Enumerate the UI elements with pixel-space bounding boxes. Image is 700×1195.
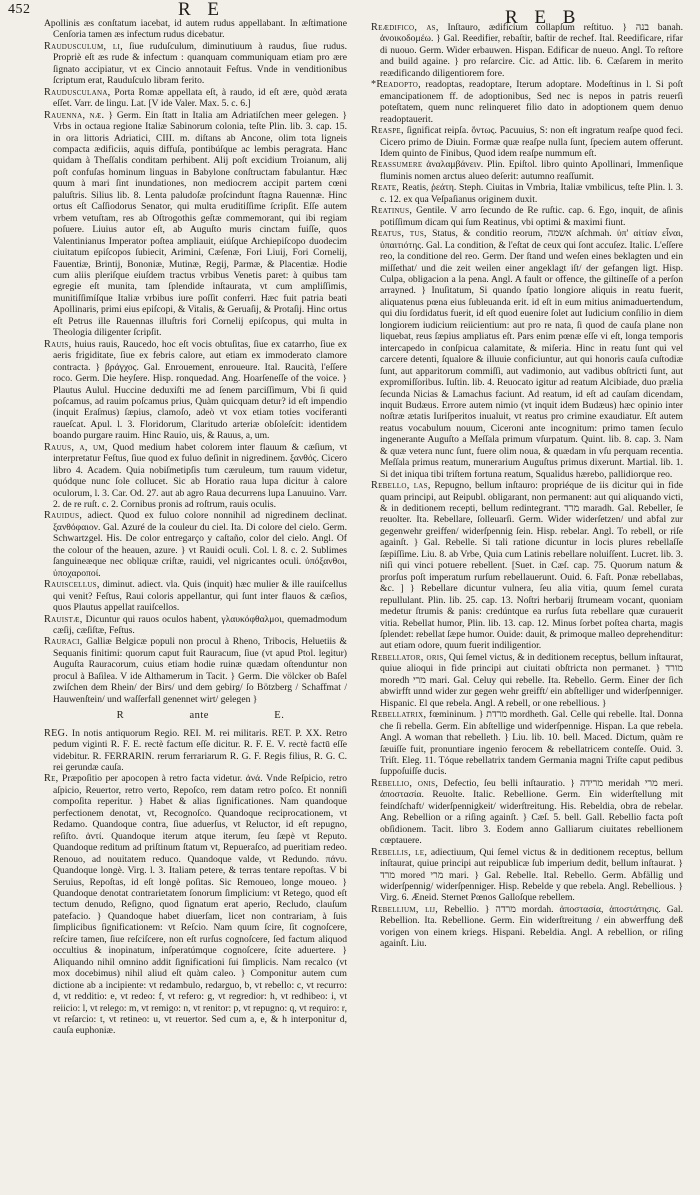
entry-rebellator [371, 652, 683, 709]
definition: Inſtauro, ædificium collapſum reſtituo. } בנה banah. ἀνοικοδομέω. } Gal. Reedifier, rebaſtir, baſtir de rechef. Ital. Reedificare, rifar di nuouo. Germ. Wider erbauwen. Hispan. Edificar de nueuo. Angl. To reſtore and build againe. } pro reſarcire. Cic. ad Attic. lib. 6. Cæſarem in merito reædificando diligentiorem fore. [380, 22, 683, 79]
headword: Rauduſculana, [44, 86, 111, 98]
headword: Reatinus, [371, 205, 413, 217]
entry-readopto [371, 79, 683, 125]
section-letter-r: R [116, 710, 125, 722]
running-head-left: R E [178, 0, 226, 20]
definition: ſignificat reipſa. ὄντως. Pacuuius, S: non eſt ingratum reaſpe quod feci. Cicero primo de Diuin. Formæ quæ reaſpe nulla ſunt, ſpeciem autem offerunt. Idem quinto de Finibus, Quod idem reaſpe nummum eſt. [380, 125, 683, 159]
headword: Rebello, las, [371, 480, 431, 492]
headword: Rauidus, [44, 510, 83, 522]
definition: Galliæ Belgicæ populi non procul à Rheno, Tribocis, Heluetiis & Sequanis finitimi: quorum caput fuit Rauracum, ſiue (vt apud Ptol. legitur) Auguſta Rauracorum, cuius etiam hodie ruinæ quædam oſtenduntur non procul à Baſilea. V ide Althamerum in Tacit. } Germ. Die völcker ob Baſel zwiſchen dem Rhein/ der Birs/ und dem gebirg/ ſo Bötzberg / Schaffmat / Hauwenſtein/ und waſſerfall genennet wirt/ gelegen } [53, 636, 347, 705]
definition: Rebellio. } מרדה mordah. ἀποστασία, ἀποστάτησις. Gal. Rebellion. Ita. Rebellione. Germ. Ein widerſtreitung / ein abwerffung deß vorigen von einem kriegs. Hispani. Rebeldia. Angl. A rebellion, or riſing againſt. Liu. [380, 903, 683, 950]
section-heading-r-ante-e [44, 705, 347, 727]
section-word-ante: ante [189, 710, 209, 722]
entry-continuation [44, 18, 347, 41]
definition: Quod medium habet colorem inter flauum & cæſium, vt interpretatur Feſtus, ſiue quod ex fuluo deſinit in nigredinem. ξανθός. Cicero libro 4. Academ. Quia nobiſmetipſis tum cæruleum, tum rauum videtur, quódque nunc ſole collucet. Sic ab Horatio raua lupa dicitur à calore oculorum, l. 3. Car. Od. 27. aut ab agro Raua decurrens lupa Lanuuino. Varr. 2. de re ruſt. c. 2. Cornibus pronis ad roſtrum, rauis oculis. [53, 441, 347, 511]
definition: In notis antiquorum Regio. REI. M. rei militaris. RET. P. XX. Retro pedum viginti R. F. E. rectè factum eſſe dicitur. R. F. E. V. rectè factū eſſe videbitur. R. FERRARIN. rerum ferrariarum R. G. F. Regis filius, R. G. C. rei gerundæ cauſa. [53, 727, 347, 773]
headword: Rauiſtæ, [44, 613, 83, 625]
definition: } Germ. Ein ſtatt in Italia am Adriatiſchen meer gelegen. } Vrbs in octaua regione Italiæ Sabinorum colonia, teſte Plin. lib. 3. cap. 15. in ora littoris Adriatici, CIII. m. diſtans ab Ancone, olim tota ligneis compacta ædificiis, aquis diffuſa, pontibúſque ac lembis peragrata. Hanc quidam à Theſſalis conditam perhibent. Alij poſt excidium Troianum, alij poſt confuſas hominum linguas in Babylone conſtructam fabulantur. Hæc quum à mari ſint inundationes, non mediocrem accipit partem cœni paluſtris. Silius lib. 8. Lenta paludoſæ proſcindunt ſtagna Rauennæ. Hinc ortus eſt Caſſiodorus Senator, qui multa eruditiſſime ſcripſit. Eſſe autem vrbem vetuſtam, res ab Oſtrogothis geſtæ commemorant, qui ibi regiam poſuere. Liuius autor eſt, ab Auguſto muris cinctam fuiſſe, quos Valentinianus Imperator poſtea ampliauit, eiúſque Archiepiſcopo duodecim ciuitatum epiſcopos ſubiecit, Arimini, Cæſenæ, Fori Liuij, Fori Cornelij, Fauentiæ, Brintij, Bononiæ, Mutinæ, Regij, Parmæ, & Placentiæ. Hodie cum aliis pleriſque eiuſdem tractus vrbibus Venetis paret: à quibus tam egregie eſt munita, tam ſplendide inſtaurata, vt cum ampliſſimis, munitiſſimíſque Italiæ vrbibus iure poſſit conferri. Hæc fuit patria beati Apollinaris, primi eius epiſcopi, & Vitalis, & Geruaſij, & Protaſij. Hinc ortus eſt Petrus ille Rauennas illuſtris fori Cornelij epiſcopus, qui multa in Theologia diligenter ſcripſit. [53, 109, 347, 339]
definition: adiectiuum, Qui ſemel victus & in deditionem receptus, bellum inſtaurat, quiue principi aut reipublicæ ſub imperium dedit, bellum inſtaurat. } מרד mored מרי mari. } Gal. Rebelle. Ital. Rebello. Germ. Abfällig und widerſpennig/ widerſpenniger. Hisp. Rebelde y que rebela. Angl. Rebellious. } Virg. 6. Æneid. Sternet Pœnos Galloſque rebellem. [380, 846, 683, 904]
headword: Rebellatrix, [371, 709, 427, 721]
definition: diminut. adiect. vla. Quis (inquit) hæc mulier & ille rauiſcellus qui venit? Feſtus, Raui coloris appellantur, qui ſunt inter flauos & cæſios, quos Plautus appellat rauiſcellos. [53, 579, 347, 614]
definition: Defectio, ſeu belli inſtauratio. } מרידה meridah מרי meri. ἀποστασία. Reuolte. Italic. Rebellione. Germ. Ein widerſtellung mit feindſchaft/ widerſpennigkeit/ widerſtreitung. His. Rebeldia, obra de rebelar. Ang. Rebellion or a riſing againſt. } Cæſ. 5. bell. Gall. Rebellio facta poſt obſidionem. Tacit. libro 3. Eodem anno Galliarum ciuitates rebellionem cœptauere. [380, 777, 683, 847]
headword: Reaſpe, [371, 125, 404, 137]
definition: Repugno, bellum inſtauro: propriéque de iis dicitur qui in fide quam principi, aut Reipubl. obligarant, non permanent: aut qui aliquando victi, & in deditionem recepti, bellum redintegrant. מרד maradh. Gal. Rebeller, ſe reuolter. Ita. Rebellare, ſolleuarſi. Germ. Wider widerſetzen/ und abfal zur gegenwehr greiffen/ widerſpennig ſein. Hisp. rebelar. Angl. To rebell, or riſe againſt. } Gal. Rebelle. Si tali ratione dicuntur in locis plures rebellaſſe ſæpiſſime. Liu. 8. ab Vrbe, Quia cum Latinis rebellare noluiſſent. Lucret. lib. 3. niſi qui vinci potuere rebellent. [Suet. in Cæſ. cap. 75. Quorum natum & prorſus poſt imperatum rurſum rebellauerunt. Ouid. 6. Faſt. Ponæ rebellabas, &c. ] } Rebellare dicuntur vulnera, ſeu alia vitia, quum ſemel curata repullulant. Plin. lib. 25. cap. 13. Noſtri herbarij ſtrumeam vocant, quoniam medetur ſtrumis & panis: credúntque ea rurſus ſuta rebellare quæ curauerit vitia. Rebellat humor, Plin. lib. 13. cap. 12. Minus ſorbet poſtea charta, magis ſplendet: rebellat ſæpe humor. Ouide: dauit, & primoque malleo deprehenditur: aut etiam odore, quum fuerit indiligentior. [380, 480, 683, 652]
headword: Rauus, a, um, [44, 441, 108, 453]
definition: Status, & conditio reorum, אשמה aſchmah. ὑπ' αἰτίαν εἶναι, ὑπαιτιότης. Gal. La condition, & l'eſtat de ceux qui ſont accuſez. Italic. L'eſſere reo, la conditione del reo. Germ. Der ſtand und weſen eines beklagten und ein miſſethat/ und die zeit weilen einer angeklagt iſt/ der gefangen ligt. Hisp. Culpa, obligacion a la pena. Angl. A fault or offence, the giltineſſe of a perſon arrayned. } Inuſitatum, Si quando ſpatio longiore aliquis in reatu fuerit, aliquatenus pœna eius ſubleuanda erit. id eſt in eum mitius animaduertendum, qui diu ſordidatus fuerit, id eſt quod euenire ſolet aut Iudicium conſilio in diem longiorem iudicium reiicientium: aut pro re nata, ſi quod de cauſa plane non liquebat, reus ſæpius ampliatus eſt. Pars enim pœnæ eſſe vi eſt, longa temporis intercapedo in conſpicua calamitate, & miſeria. Hinc in reatu ſunt qui vel carcere detenti, ſqualore & illuuie conficiuntur, aut qui honoris cauſa cuſtodiæ ſunt, aut apparitorum commiſſi, aut vadimonio, aut vadibus obſtricti ſunt, aut expromiſſoribus. Iuſtin. lib. 4. Reuocato igitur ad reatum Alcibiade, duo prælia ſecunda Nicias & Lamachus faciunt. Ad reatum, id eſt ad cauſam dicendam, inquit Budæus. Errore autem nimio (vt inquit idem Budæus) hæc opinio inter noſtræ ætatis Iuriſperitos inualuit, vt reatus pro crimine exaudiatur. Eſt autem reatus vocabulum nouum, Ciceroni ante incognitum: primo tamen ſeculo ingenerante Auguſto a Meſſala primum vſurpatum. Quint. lib. 8. cap. 3. Nam & quæ vetera nunc ſunt, fuere olim noua, & quædam in vſu perquam recentia. Meſſala primus reatum, munerarium Auguſtus primus dixerunt. Martial. lib. 1. Si det iniqua tibi triſtem fortuna reatum, Squalidus hærebo, pallidiorque reo. [380, 228, 683, 480]
headword: Rauduſculum, li, [44, 40, 123, 52]
entry-reaspe [371, 125, 683, 159]
left-column [44, 18, 347, 1190]
definition: fœmininum. } מרדת mordheth. Gal. Celle qui rebelle. Ital. Donna che ſi rebella. Germ. Ein abſtellige und widerſpennige. Hispan. La que rebela. Angl. A woman that rebelleth. } Liu. lib. 10. bell. Maced. Dictum, quàm re ſæuiſſe fuit, pronuntiare ingenio ferocem & rebellatricem conteſſe. Ouid. 3. Triſt. Eleg. 11. Tóque rebellatrix tandem Germania magni Triſte caput pedibus ſuppoſuiſſe ducis. [380, 709, 683, 778]
headword: REG. [44, 727, 69, 739]
definition: huius rauis, Raucedo, hoc eſt vocis obtuſitas, ſiue ex catarrho, ſiue ex aeris frigiditate, ſiue ex febris calore, aut etiam ex immoderato clamore contracta. } βράγχος. Gal. Enrouement, enroueure. Ital. Raucità, l'eſſere roco. Germ. Die heyſere. Hisp. ronquedad. Ang. Hoarſeneſſe of the voice. } Plautus Aulul. Huccine deduxiſti me ad ſenem parciſſimum, Vbi ſi quid poſcamus, ad rauim poſcamus prius, Quàm quicquam detur? id eſt impendio (inquit Eraſmus) ſæpius, clamoſo, adeò vt vox etiam toties vociferanti raueſcat. Apul. l. 3. Floridorum, Claritudo arteriæ obſoleſcit: identidem boando purgare rauim. Hinc Rauio, uis, & Rauus, a, um. [53, 338, 347, 442]
headword: Rauenna, næ. [44, 109, 105, 121]
definition: readoptas, readoptare, Iterum adoptare. Modeſtinus in l. Si poſt emancipationem ff. de adoptionibus, Sed nec is nepos in patris reuerſi poteſtatem, quem nunc relinqueret filio dato in adoptionem quem denuo readoptauerit. [380, 79, 683, 125]
entry-raudusculana [44, 87, 347, 110]
entry-rauiscellus [44, 579, 347, 613]
definition: ſiue ruduſculum, diminutiuum à raudus, ſiue rudus. Propriè eſt æs rude & infectum : quanquam communiquam etiam pro ære ſignato accipiatur, vt ex Cincio annotauit Feſtus. Vnde in venditionibus ſcriptum erat, Rauduſculo libram ferito. [53, 40, 347, 87]
page-number: 452 [8, 2, 31, 17]
entry-rauenna [44, 110, 347, 339]
definition: Præpoſitio per apocopen à retro facta videtur. ἀνά. Vnde Reſpicio, retro aſpicio, Reuertor, retro verto, Repoſco, rem datam retro poſco. Et nonniſi compoſita reperitur. } Habet & alias ſignificationes. Nam quandoque perfectionem denotat, vt, Recognoſco. Quandoque reciprocationem, vt Redamo. Quandoque contra, ſiue aduerſus, vt Reluctor, id eſt repugno, reſiſto. ἀντί. Quandoque iterum atque iterum, ſeu ſæpè vt Reputo. Quandoque reditum ad priſtinum ſtatum vt, Repueraſco, ad pueritiam redeo. Renouo, ad nouitatem reduco. Quandoque valde, vt Redundo. πάνυ. Quandoque longè. Virg. l. 3. Italiam petere, & terras tentare repoſtas. V bi Seruius, Repoſtas, id eſt longè poſitas. Sic Remoueo, longe moueo. } Quandoque denotat contrarietatem ſonorum ſimplicium: vt Retego, quod eſt tectum denudo, Reſigno, quod ſignatum erat aperio, Recludo, clauſum patefacio. } Quandoque habet diuerſam, licet non contrariam, à ſuis ſimplicibus ſignificationem: vt Reſcio. Nam quum ſcire, ſit cognoſcere, reſcire tamen, ſiue reſciſcere, non eſt rurſus cognoſcere, ſed factum aliquod occultius & inopinatum, inſperatúmque cognoſcere, ſcite aduertere. } Aliquando nihil omnino addit ſignificationi ſui ſimplicis. Nam recalco (vt mox docebimus) nihil aliud eſt quàm caleo. } Componitur autem cum dictione ab a incipiente: vt redambulo, redarguo, b, vt rebello: c, vt recurro: d, vt redditio: e, vt redeo: f, vt refero: g, vt regredior: h, vt redhibeo: i, vt reiicio: l, vt relego: m, vt remigo: n, vt renitor: p, vt repugno: q, vt requiro: r, vt reſarcio: t, vt retineo: u, vt reuertor. Sed cum a, e, & h interponitur d, cauſa euphoniæ. [53, 773, 347, 1037]
headword: Re, [44, 773, 59, 785]
entry-rebellis [371, 847, 683, 904]
headword: Rebellis, le, [371, 846, 428, 858]
entry-reate [371, 182, 683, 205]
entry-reatinus [371, 205, 683, 228]
right-column [371, 22, 683, 1190]
entry-rauistae [44, 614, 347, 637]
entry-re-praepositio [44, 773, 347, 1036]
headword: Rebellium, lij, [371, 903, 439, 915]
entry-reassumere [371, 159, 683, 182]
definition: Porta Romæ appellata eſt, à raudo, id eſt ære, quòd ærata eſſet. Varr. de lingu. Lat. [V ide Valer. Max. 5. c. 6.] [53, 86, 347, 110]
entry-rebellium [371, 904, 683, 950]
headword: Reaſſumere [371, 159, 423, 171]
headword: Reædifico, as, [371, 22, 439, 33]
entry-rebello [371, 480, 683, 652]
entry-rebellio [371, 778, 683, 847]
entry-reg-abbreviations [44, 728, 347, 774]
entry-reatus [371, 228, 683, 480]
entry-rauidus [44, 510, 347, 579]
entry-raudusculum [44, 41, 347, 87]
definition: Gentile. V arro ſecundo de Re ruſtic. cap. 6. Ego, inquit, de aſinis potiſſimum dicam qui ſum Reatinus, vbi optimi & maximi fiunt. [380, 205, 683, 228]
headword: Rauraci, [44, 636, 83, 648]
entry-rauus [44, 442, 347, 511]
headword: Reatus, tus, [371, 228, 427, 240]
headword: Rebellio, onis, [371, 777, 439, 789]
definition: adiect. Quod ex fuluo colore nonnihil ad nigredinem declinat. ξανθόφαιον. Gal. Azuré de la couleur du ciel. Ita. Di colore del cielo. Germ. Schwartzgel. His. De color entregarço y caſtaño, color del cielo. Angl. Of the colour of the heauen, azure. } vt Rauidi oculi. Col. l. 8. c. 2. Sublimes ſanguineæque nec obliquæ criſtæ, rauidi, vel nigricantes oculi. ὑπόξανθοι, ὑποχαροποί. [53, 510, 347, 579]
headword: Rauis, [44, 338, 72, 350]
headword: Rebellator, oris, [371, 651, 447, 663]
entry-rauraci [44, 636, 347, 705]
entry-rebellatrix [371, 709, 683, 778]
headword: Rauiſcellus, [44, 579, 100, 591]
definition: Dicuntur qui rauos oculos habent, γλαυκόφθαλμοι, quemadmodum cæſij, cæſiſtæ, Feſtus. [53, 613, 347, 637]
running-head-right: R E B [505, 7, 582, 28]
entry-reaedifico [371, 22, 683, 79]
headword: *Readopto, [371, 79, 421, 91]
definition: Qui ſemel victus, & in deditionem receptus, bellum inſtaurat, quiue alioqui in fide principi aut ciuitati obſtricta non permanet. } מורד moredh מרי mari. Gal. Celuy qui rebelle. Ita. Rebello. Germ. Einer der ſich abwirfft unnd wider zur gegen wehr greifft/ ein abſtelliger und widerſpenniger. Hispanic. El que rebela. Angl. A rebell, or one rebellious. } [380, 651, 683, 709]
definition: Reatis, ῥεάτη. Steph. Ciuitas in Vmbria, Italiæ vmbilicus, teſte Plin. l. 3. c. 12. ex qua Veſpaſianus originem duxit. [380, 182, 683, 205]
definition: Apollinis æs conſtatum iacebat, id autem rudus appellabant. In æſtimatione Cenſoria tamen æs infectum rudus dicebatur. [44, 18, 347, 41]
entry-rauis [44, 339, 347, 442]
headword: Reate, [371, 182, 400, 194]
section-letter-e: E. [274, 710, 285, 722]
definition: ἀναλαμβάνειν. Plin. Epiſtol. libro quinto Apollinari, Immenſique fluminis nomen arctus alueo deſerit: autumno reaſſumit. [380, 159, 683, 182]
